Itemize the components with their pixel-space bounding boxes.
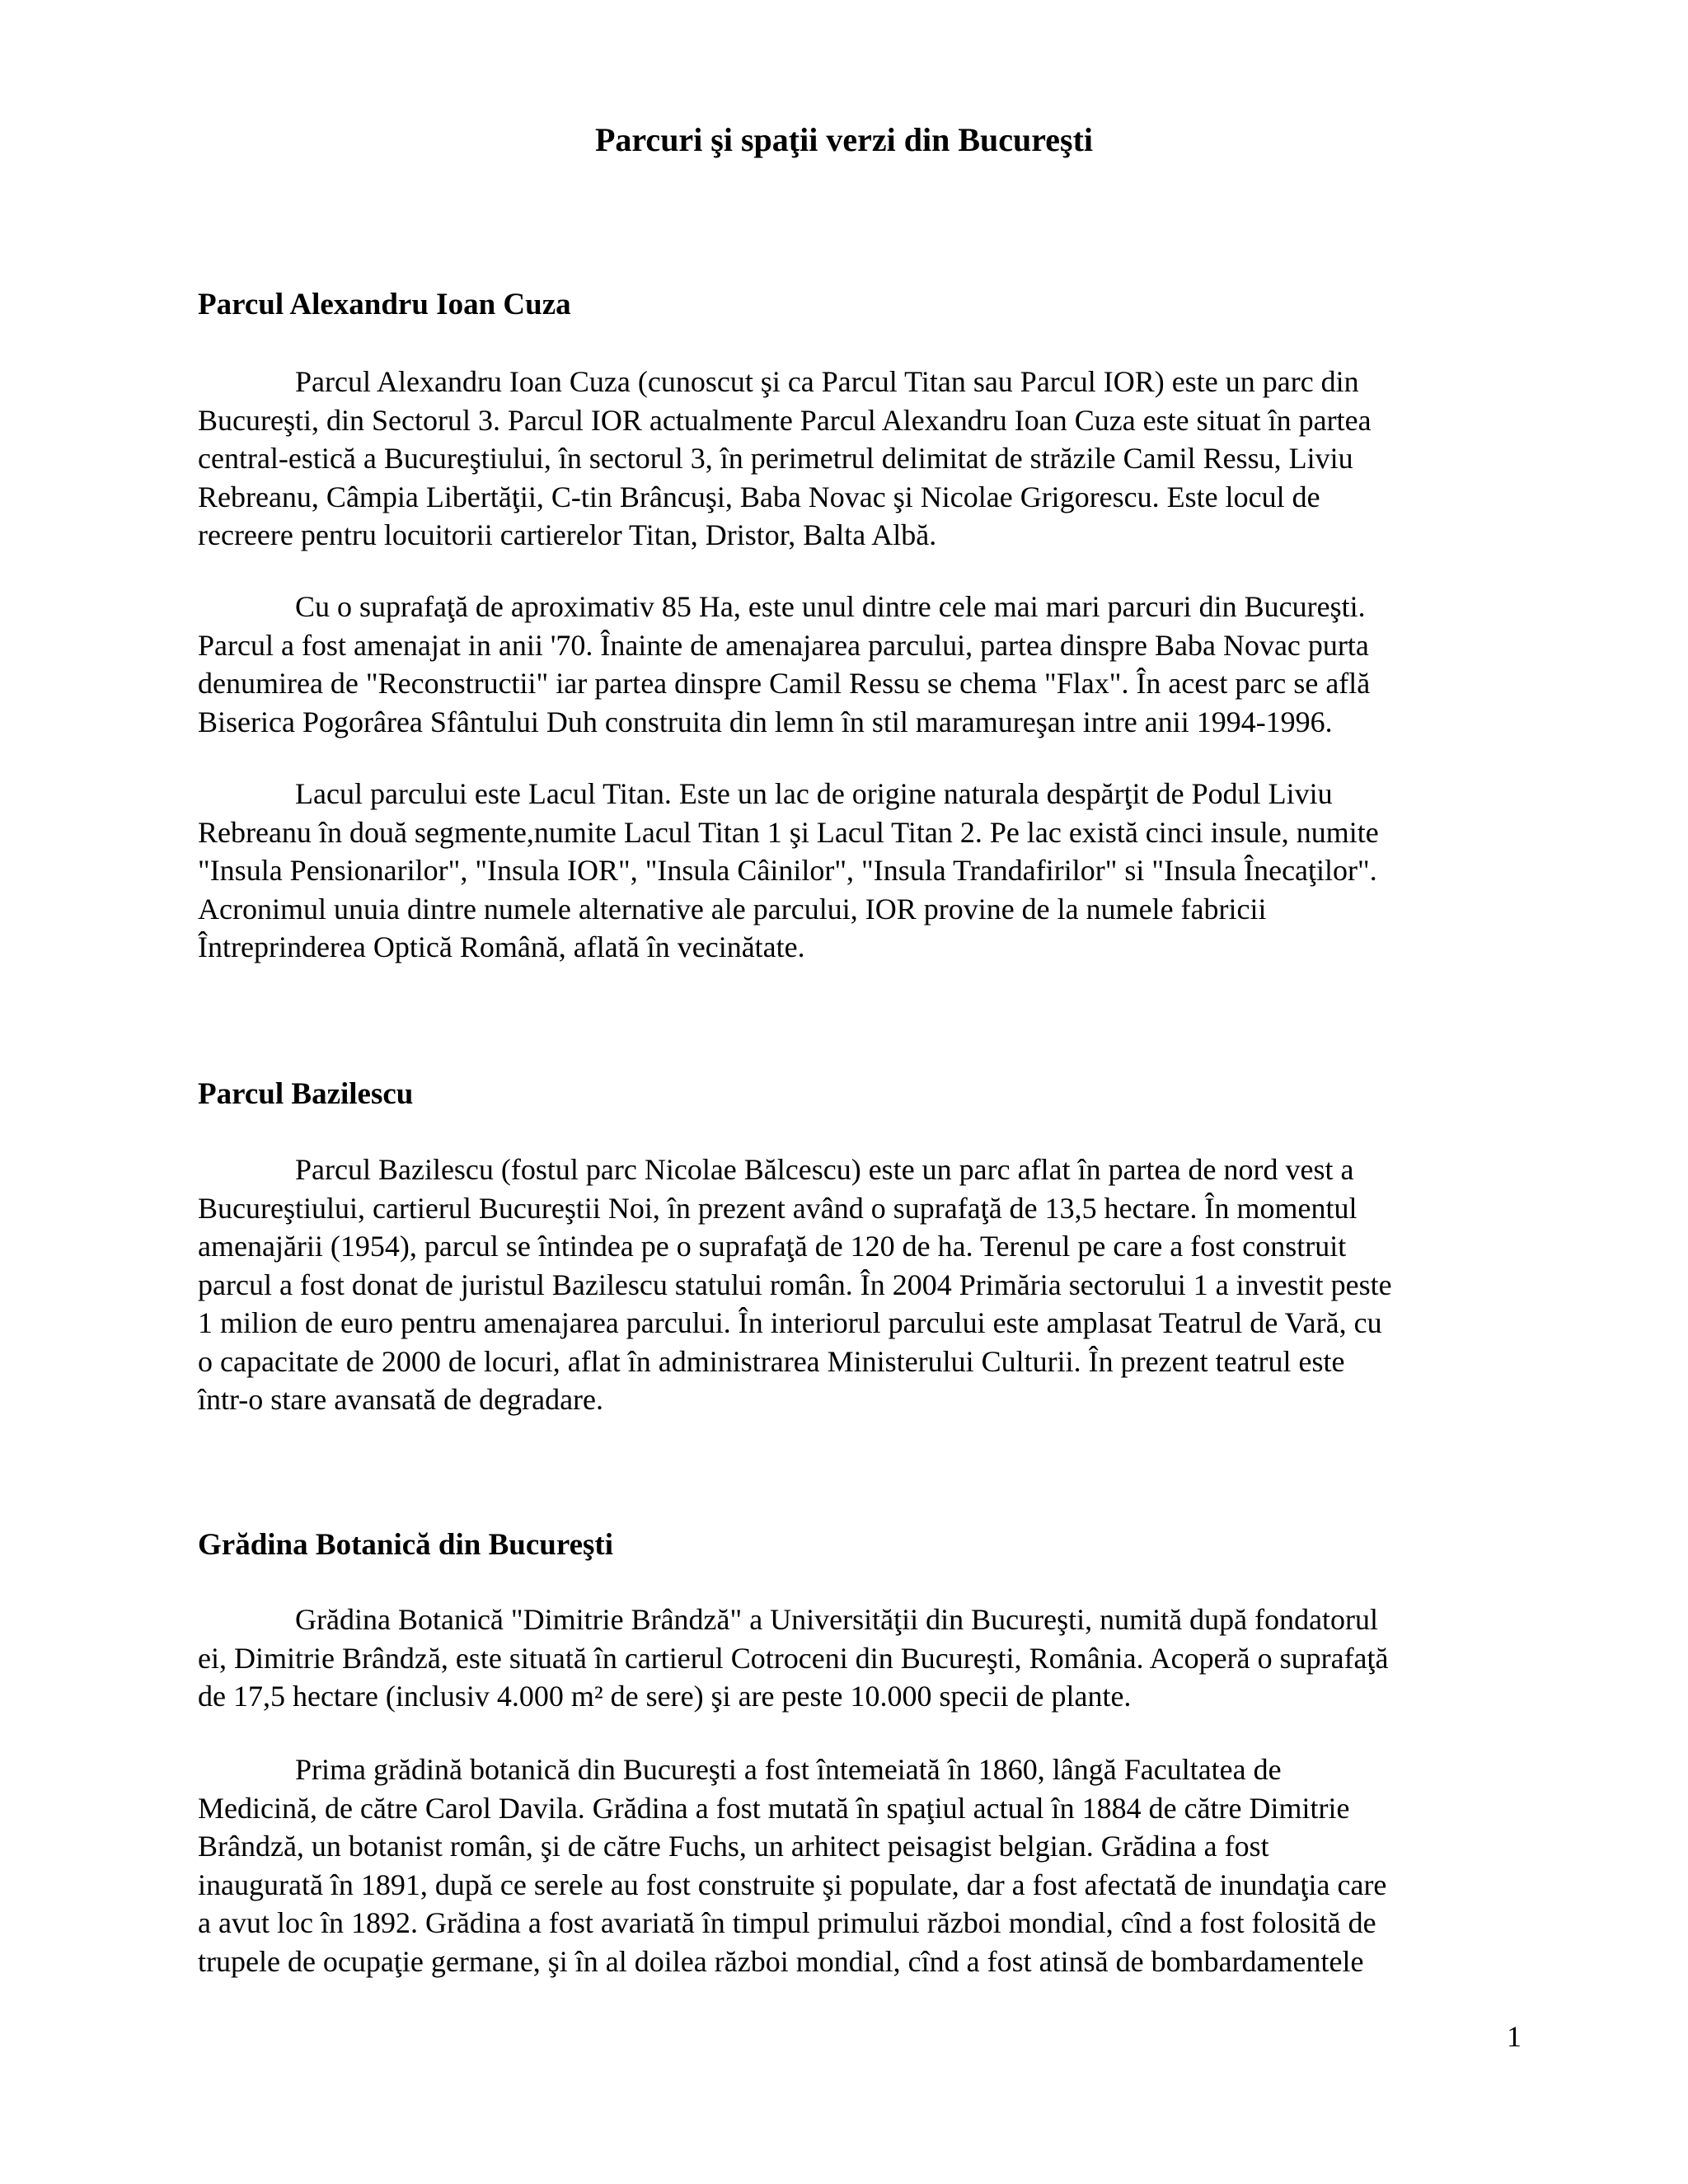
section-heading-cuza: Parcul Alexandru Ioan Cuza	[198, 288, 571, 321]
text-line: Grădina Botanică "Dimitrie Brândză" a Universităţii din Bucureşti, numită după fondatorul	[295, 1603, 1379, 1636]
text-line: "Insula Pensionarilor", "Insula IOR", "Insula Câinilor", "Insula Trandafirilor" si "Insula Înecaţilor".	[198, 854, 1377, 887]
text-line: Prima grădină botanică din Bucureşti a fost întemeiată în 1860, lângă Facultatea de	[295, 1753, 1282, 1786]
paragraph-cuza-3	[198, 775, 1479, 967]
text-line: Brândză, un botanist român, şi de către Fuchs, un arhitect peisagist belgian. Grădina a fost	[198, 1830, 1269, 1863]
text-line: ei, Dimitrie Brândză, este situată în cartierul Cotroceni din Bucureşti, România. Acoperă o suprafaţă	[198, 1641, 1389, 1675]
section-heading-gradina-botanica: Grădina Botanică din Bucureşti	[198, 1528, 614, 1562]
paragraph-gradina-2	[198, 1750, 1479, 1980]
text-line: Întreprinderea Optică Română, aflată în vecinătate.	[198, 930, 805, 963]
text-line: recreere pentru locuitorii cartierelor Titan, Dristor, Balta Albă.	[198, 518, 937, 551]
text-line: amenajării (1954), parcul se întindea pe o suprafaţă de 120 de ha. Terenul pe care a fost construit	[198, 1230, 1347, 1263]
text-line: Cu o suprafaţă de aproximativ 85 Ha, este unul dintre cele mai mari parcuri din Bucureşti.	[295, 590, 1366, 623]
text-line: o capacitate de 2000 de locuri, aflat în administrarea Ministerului Culturii. În prezent teatrul este	[198, 1344, 1345, 1378]
text-line: Parcul Bazilescu (fostul parc Nicolae Bălcescu) este un parc aflat în partea de nord vest a	[295, 1153, 1354, 1186]
text-line: Acronimul unuia dintre numele alternative ale parcului, IOR provine de la numele fabricii	[198, 892, 1267, 926]
paragraph-bazilescu-1	[198, 1151, 1479, 1419]
text-line: Rebreanu în două segmente,numite Lacul Titan 1 şi Lacul Titan 2. Pe lac există cinci insule, numite	[198, 815, 1379, 849]
text-line: Bucureştiului, cartierul Bucureştii Noi, în prezent având o suprafaţă de 13,5 hectare. În momentul	[198, 1191, 1357, 1225]
text-line: Lacul parcului este Lacul Titan. Este un lac de origine naturala despărţit de Podul Liviu	[295, 777, 1333, 810]
text-line: într-o stare avansată de degradare.	[198, 1383, 604, 1416]
text-line: Biserica Pogorârea Sfântului Duh construita din lemn în stil maramureşan intre anii 1994-1996.	[198, 705, 1333, 738]
paragraph-cuza-1	[198, 363, 1479, 555]
text-line: Medicină, de către Carol Davila. Grădina a fost mutată în spaţiul actual în 1884 de către Dimitrie	[198, 1791, 1350, 1825]
text-line: 1 milion de euro pentru amenajarea parcului. În interiorul parcului este amplasat Teatrul de Vară, cu	[198, 1306, 1382, 1339]
text-line: Rebreanu, Câmpia Libertăţii, C-tin Brâncuşi, Baba Novac şi Nicolae Grigorescu. Este locul de	[198, 480, 1320, 513]
page-number: 1	[1507, 2020, 1522, 2053]
text-line: de 17,5 hectare (inclusiv 4.000 m² de sere) şi are peste 10.000 specii de plante.	[198, 1680, 1132, 1713]
text-line: inaugurată în 1891, după ce serele au fost construite şi populate, dar a fost afectată de inundaţia care	[198, 1868, 1387, 1901]
text-line: trupele de ocupaţie germane, şi în al doilea război mondial, cînd a fost atinsă de bombardamentele	[198, 1944, 1364, 1978]
text-line: central-estică a Bucureştiului, în sectorul 3, în perimetrul delimitat de străzile Camil Ressu, Liviu	[198, 442, 1353, 475]
text-line: Bucureşti, din Sectorul 3. Parcul IOR actualmente Parcul Alexandru Ioan Cuza este situat în partea	[198, 403, 1372, 437]
text-line: a avut loc în 1892. Grădina a fost avariată în timpul primului război mondial, cînd a fost folosită de	[198, 1906, 1376, 1939]
document-title: Parcuri şi spaţii verzi din Bucureşti	[594, 121, 1094, 158]
section-heading-bazilescu: Parcul Bazilescu	[198, 1077, 414, 1111]
text-line: Parcul Alexandru Ioan Cuza (cunoscut şi ca Parcul Titan sau Parcul IOR) este un parc din	[295, 365, 1359, 398]
text-line: Parcul a fost amenajat in anii '70. Înainte de amenajarea parcului, partea dinspre Baba Novac purta	[198, 628, 1369, 662]
text-line: denumirea de "Reconstructii" iar partea dinspre Camil Ressu se chema "Flax". În acest parc se află	[198, 667, 1371, 700]
paragraph-cuza-2	[198, 588, 1479, 741]
paragraph-gradina-1	[198, 1601, 1479, 1716]
text-line: parcul a fost donat de juristul Bazilescu statului român. În 2004 Primăria sectorului 1 a investit peste	[198, 1268, 1392, 1301]
